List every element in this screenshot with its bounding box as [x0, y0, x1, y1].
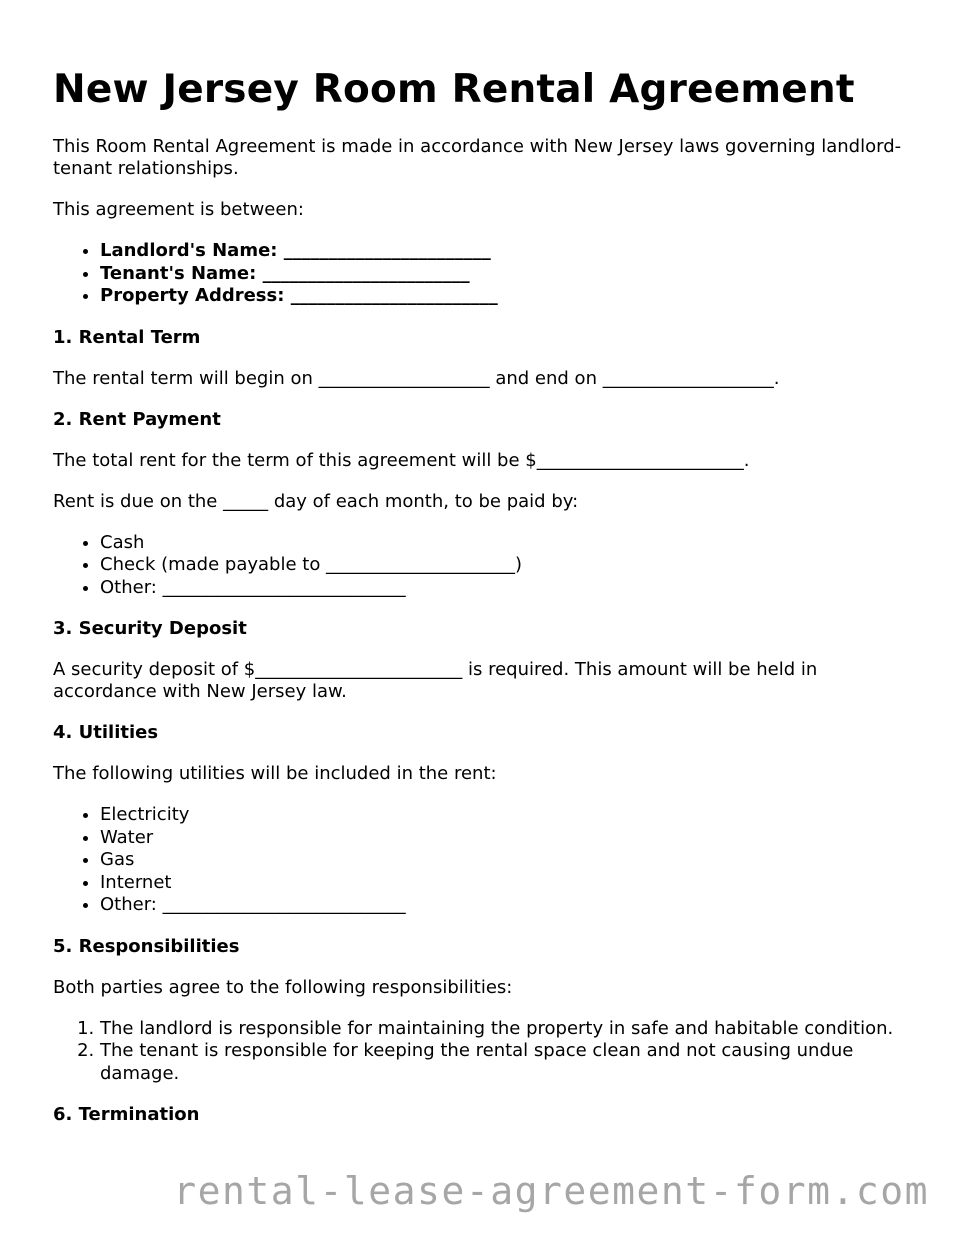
utility-electricity: • Electricity — [100, 804, 913, 827]
parties-list — [53, 240, 913, 308]
utility-gas: • Gas — [100, 849, 913, 872]
responsibility-tenant: 2. The tenant is responsible for keeping the rental space clean and not causing undue damage. — [100, 1040, 913, 1085]
section-heading-termination: 6. Termination — [53, 1104, 200, 1125]
section-heading-rental-term: 1. Rental Term — [53, 326, 201, 348]
responsibilities-list — [53, 1018, 913, 1086]
utilities-text: The following utilities will be included in the rent: — [53, 763, 497, 784]
payment-method-cash: • Cash — [100, 532, 913, 555]
party-property-address: • Property Address: _______________________ — [100, 285, 913, 308]
security-deposit-text: A security deposit of $_______________________ is required. This amount will be held in accordance with New Jersey law. — [53, 659, 818, 702]
agreement-document — [53, 66, 913, 1145]
section-heading-utilities: 4. Utilities — [53, 722, 159, 743]
section-heading-rent-payment: 2. Rent Payment — [53, 408, 221, 430]
payment-method-check: • Check (made payable to _____________________) — [100, 554, 913, 577]
utilities-list — [53, 804, 913, 917]
responsibility-landlord: 1. The landlord is responsible for maintaining the property in safe and habitable condition. — [100, 1018, 913, 1041]
between-text: This agreement is between: — [53, 199, 304, 220]
utility-internet: • Internet — [100, 872, 913, 895]
utility-water: • Water — [100, 827, 913, 850]
section-heading-security-deposit: 3. Security Deposit — [53, 618, 247, 639]
responsibilities-text: Both parties agree to the following responsibilities: — [53, 976, 513, 998]
intro-paragraph: This Room Rental Agreement is made in accordance with New Jersey laws governing landlord-tenant relationships. — [53, 136, 902, 179]
party-landlord: • Landlord's Name: _______________________ — [100, 240, 913, 263]
utility-other: • Other: ___________________________ — [100, 894, 913, 917]
rental-term-text: The rental term will begin on ___________________ and end on ___________________. — [53, 367, 780, 389]
payment-methods-list — [53, 532, 913, 600]
rent-due-text: Rent is due on the _____ day of each month, to be paid by: — [53, 490, 579, 512]
rent-total-text: The total rent for the term of this agreement will be $_______________________. — [53, 449, 750, 471]
party-tenant: • Tenant's Name: _______________________ — [100, 263, 913, 286]
payment-method-other: • Other: ___________________________ — [100, 577, 913, 600]
website-watermark: rental-lease-agreement-form.com — [173, 1169, 929, 1213]
document-title: New Jersey Room Rental Agreement — [53, 67, 855, 112]
section-heading-responsibilities: 5. Responsibilities — [53, 935, 240, 957]
